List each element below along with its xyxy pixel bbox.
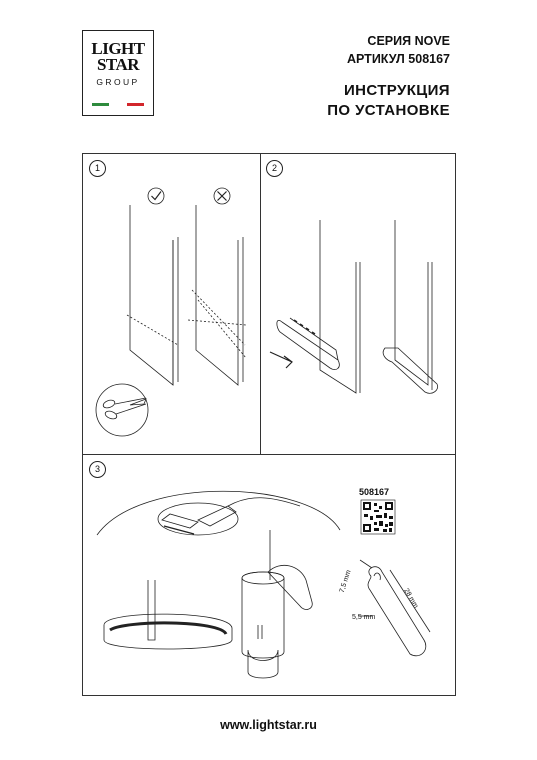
website-link[interactable]: www.lightstar.ru [220, 718, 317, 732]
series-label: СЕРИЯ NOVE [367, 34, 450, 48]
logo-line-2: STAR [96, 55, 140, 74]
profile-dimension-drawing [358, 560, 430, 656]
qr-code [361, 500, 395, 534]
product-article-code: 508167 [359, 487, 390, 497]
strip-wrong-cut [188, 205, 246, 385]
cross-circle-icon [214, 188, 230, 204]
step-1-number: 1 [89, 160, 106, 177]
document-title-line-2: ПО УСТАНОВКЕ [327, 102, 450, 119]
dimension-base: 5,5 mm [352, 614, 376, 621]
strip-with-profile-right [383, 220, 438, 393]
logo-line-3: GROUP [96, 77, 140, 87]
document-title-line-1: ИНСТРУКЦИЯ [343, 82, 450, 99]
step-2-number: 2 [266, 160, 283, 177]
step-3-number: 3 [89, 461, 106, 478]
article-label: АРТИКУЛ 508167 [346, 52, 450, 66]
dimension-width: 7,5 mm [338, 569, 353, 594]
strip-with-profile-left [270, 220, 360, 393]
strip-correct-cut [127, 205, 178, 385]
scissors-icon [96, 384, 148, 436]
mounting-scene [97, 491, 340, 678]
dimension-height: 28 mm [402, 587, 420, 610]
check-circle-icon [148, 188, 164, 204]
logo-line-1: LIGHT [91, 39, 145, 58]
